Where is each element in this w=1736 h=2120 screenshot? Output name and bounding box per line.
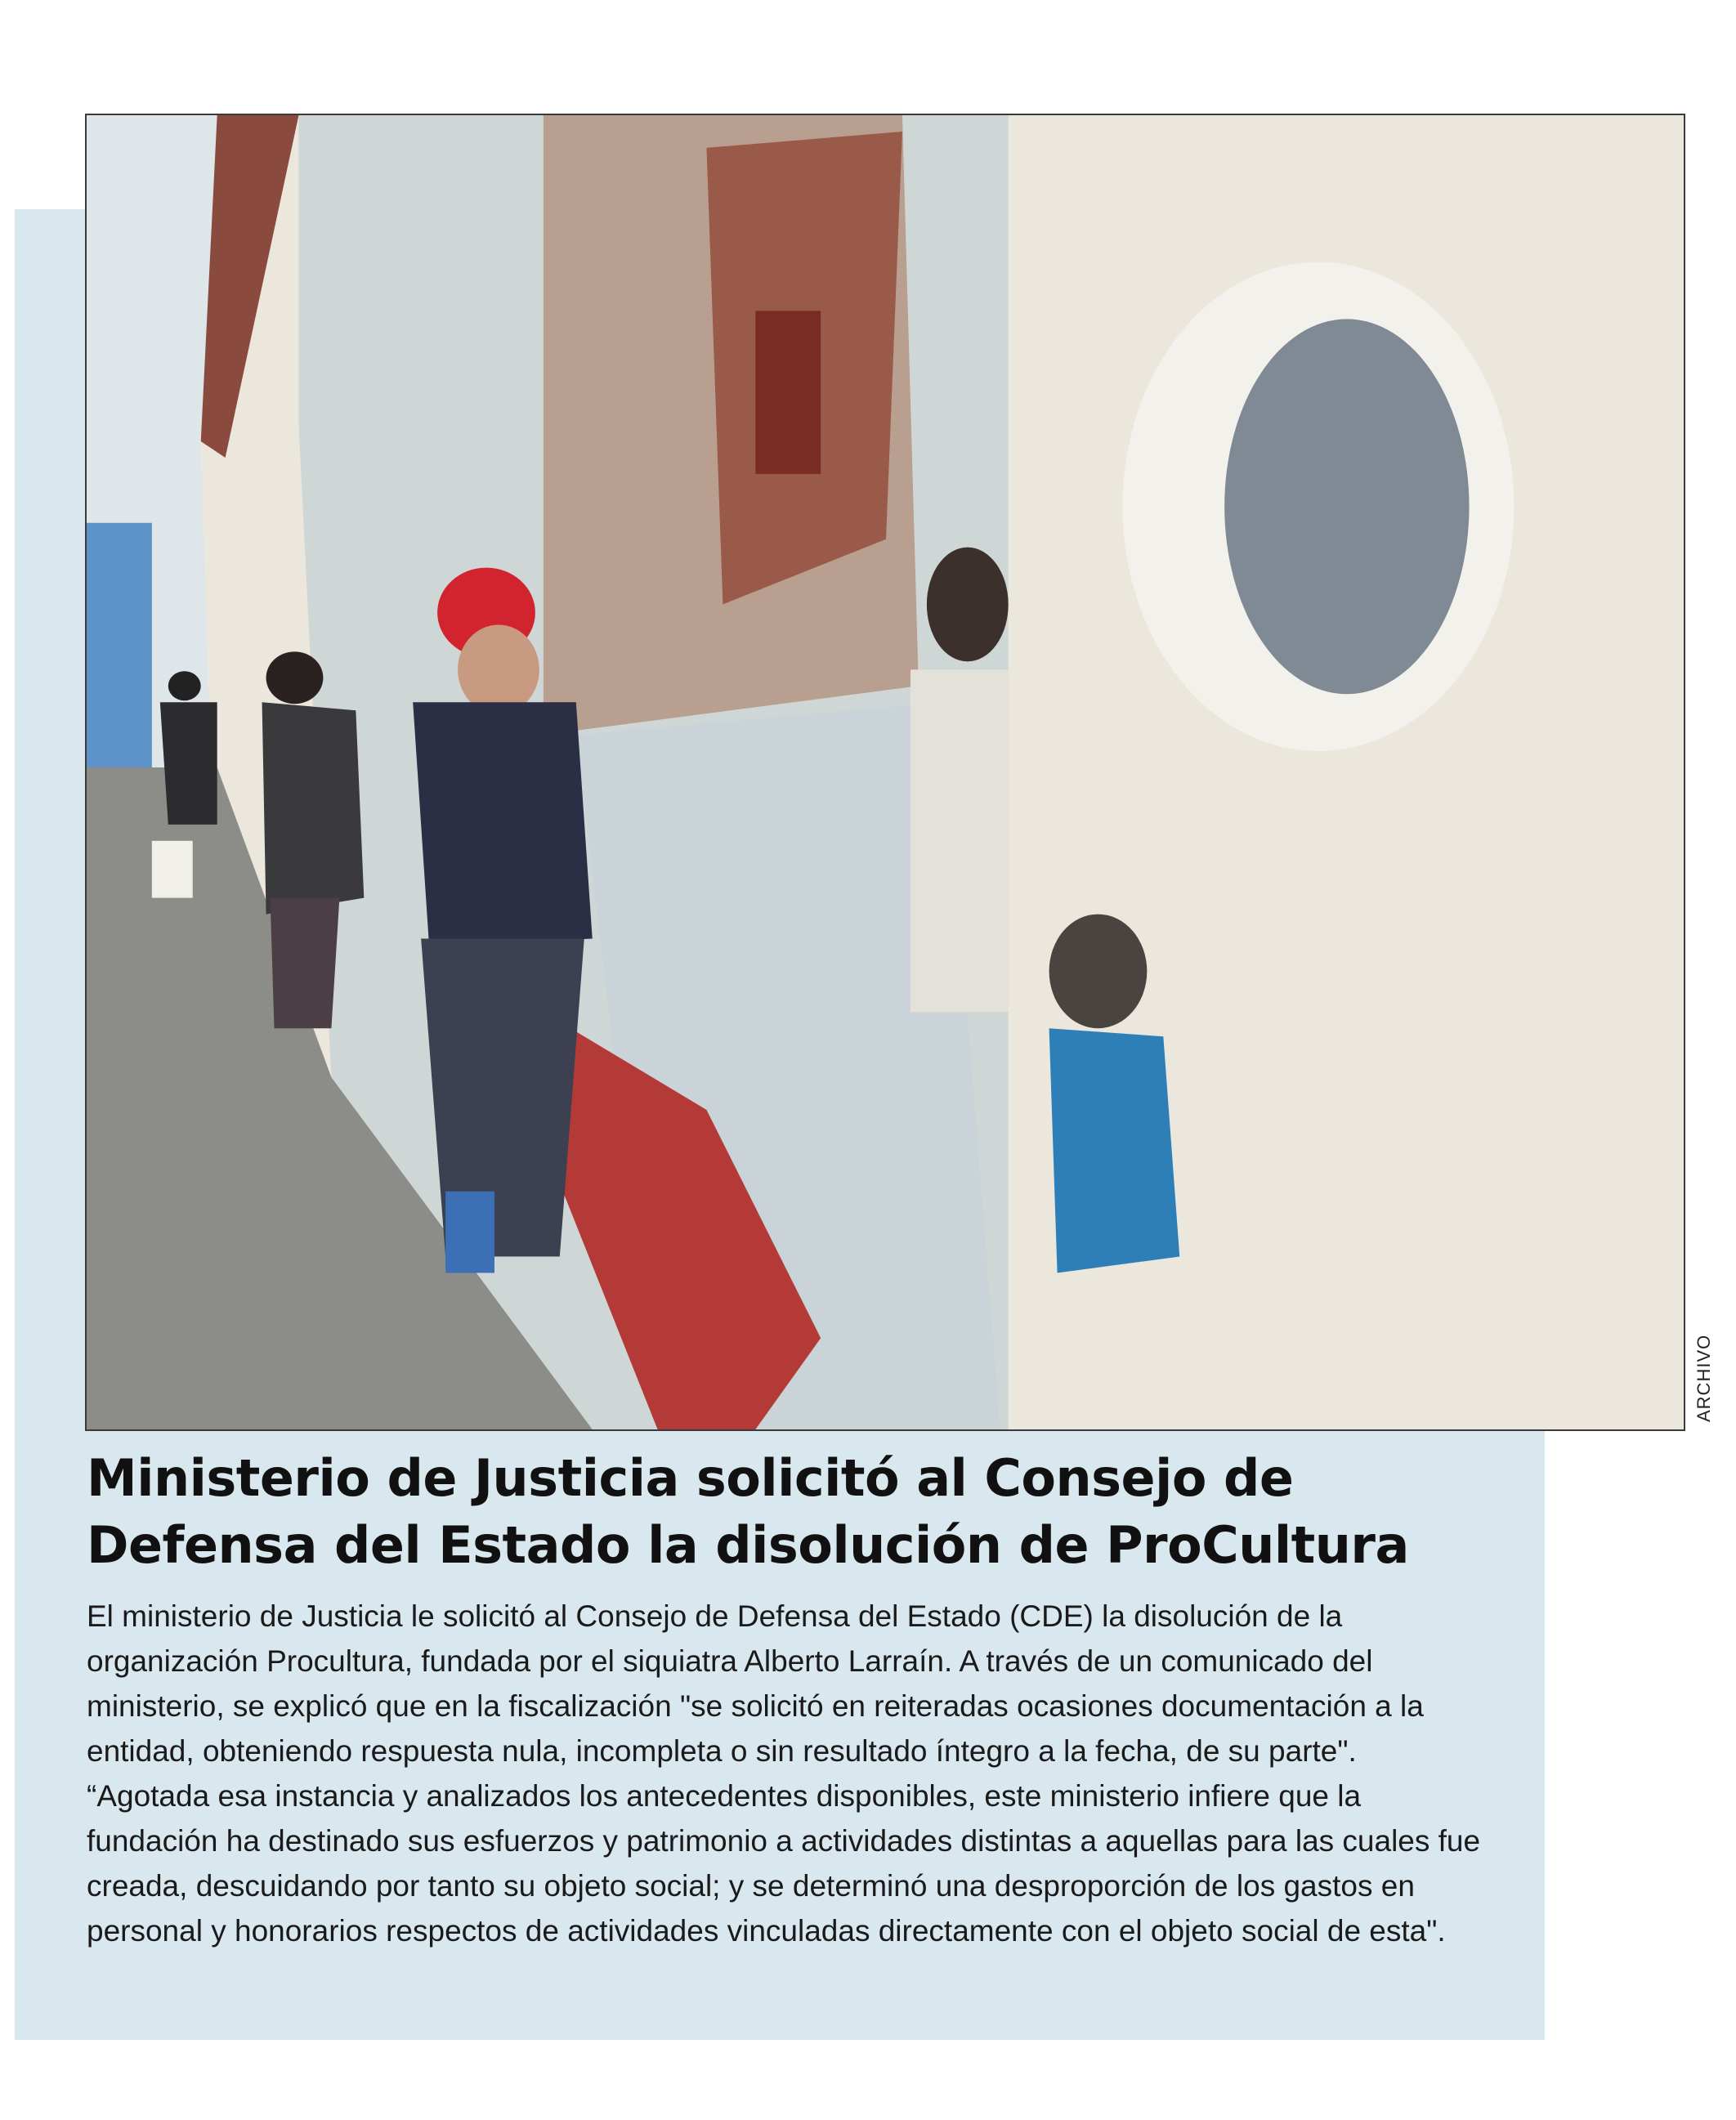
article-photo (85, 114, 1685, 1431)
article-headline: Ministerio de Justicia solicitó al Consejo de Defensa del Estado la disolución de ProCultura (87, 1448, 1409, 1575)
photo-credit: ARCHIVO (1693, 1334, 1714, 1422)
article-body: El ministerio de Justicia le solicitó al Consejo de Defensa del Estado (CDE) la disolución de la organización Procultura, fundada por el siquiatra Alberto Larraín. A través de un comunicado del ministerio, se explicó que en la fiscalización "se solicitó en reiteradas ocasiones documentación a la entidad, obteniendo respuesta nula, incompleta o sin resultado íntegro a la fecha, de su parte". “Agotada esa instancia y analizados los antecedentes disponibles, este ministerio infiere que la fundación ha destinado sus esfuerzos y patrimonio a actividades distintas a aquellas para las cuales fue creada, descuidando por tanto su objeto social; y se determinó una desproporción de los gastos en personal y honorarios respectos de actividades vinculadas directamente con el objeto social de esta". (87, 1599, 1481, 1948)
mural-photo-icon (87, 115, 1684, 1429)
